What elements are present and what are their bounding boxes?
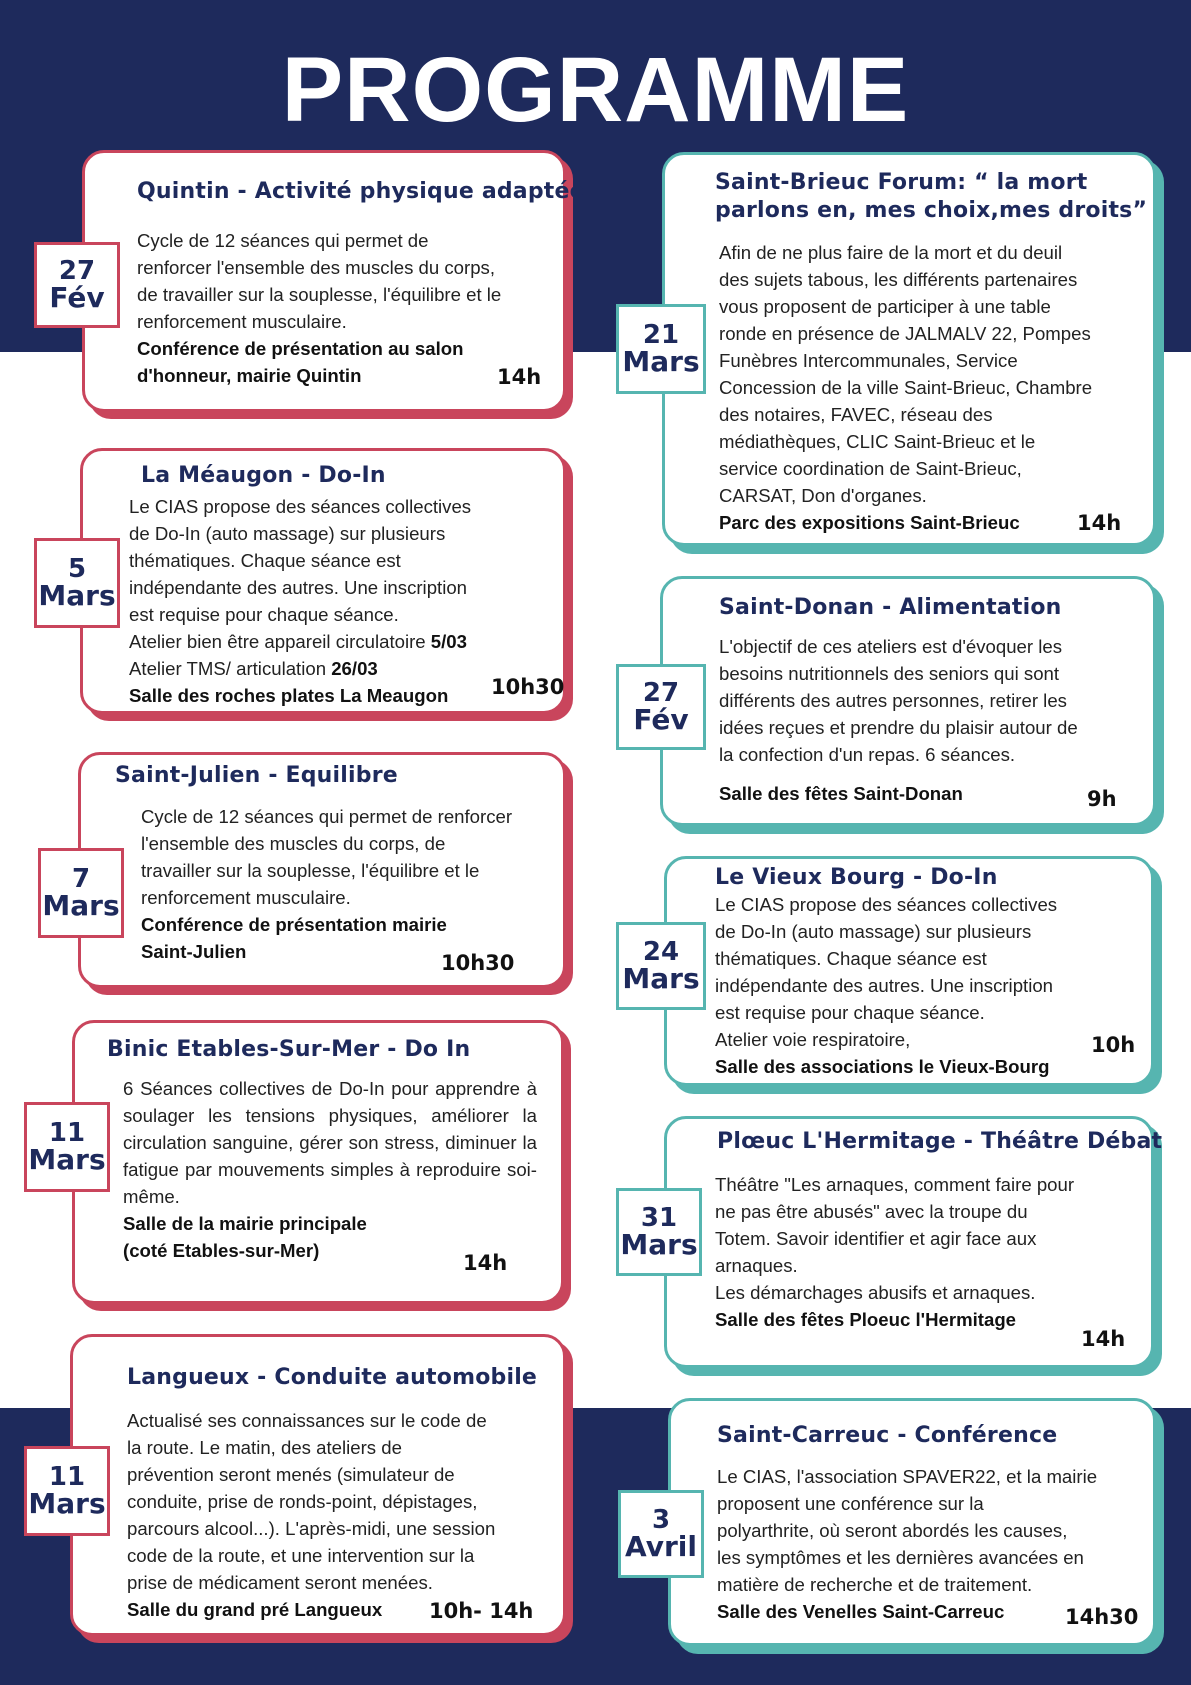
date-month: Mars (42, 889, 120, 922)
page-title: PROGRAMME (281, 39, 910, 141)
event-card-saint-carreuc (668, 1398, 1156, 1646)
event-location: Saint-Julien (141, 941, 247, 962)
event-title: Quintin - Activité physique adaptée (137, 179, 585, 204)
description-line: Actualisé ses connaissances sur le code de (127, 1410, 487, 1431)
description-line: Funèbres Intercommunales, Service (719, 350, 1018, 371)
description-line: thématiques. Chaque séance est (129, 550, 401, 571)
event-location: Salle du grand pré Langueux (127, 1599, 383, 1620)
date-month: Mars (622, 962, 700, 995)
date-day: 31 (640, 1203, 678, 1233)
description-line: polyarthrite, où seront abordés les causes, (717, 1520, 1068, 1541)
event-title: Binic Etables-Sur-Mer - Do In (107, 1037, 471, 1062)
event-location: Salle des roches plates La Meaugon (129, 685, 449, 706)
event-location: Salle des Venelles Saint-Carreuc (717, 1601, 1005, 1622)
description-line: ronde en présence de JALMALV 22, Pompes (719, 323, 1091, 344)
workshop-line (129, 655, 471, 682)
description-line: Atelier voie respiratoire, (715, 1029, 911, 1050)
description-line: est requise pour chaque séance. (129, 604, 399, 625)
event-location: Conférence de présentation au salon (137, 338, 464, 359)
description-line: différents des autres personnes, retirer les (719, 690, 1067, 711)
description-line: travailler sur la souplesse, l'équilibre et le (141, 860, 480, 881)
event-date-badge (616, 304, 706, 394)
title-line: parlons en, mes choix,mes droits” (715, 198, 1148, 223)
date-day: 11 (48, 1118, 86, 1148)
event-title (715, 169, 1147, 225)
description-line: Théâtre "Les arnaques, comment faire pour (715, 1174, 1075, 1195)
event-time: 9h (1087, 787, 1117, 811)
event-time: 14h (463, 1251, 508, 1275)
event-date-badge (616, 922, 706, 1010)
description-line: service coordination de Saint-Brieuc, (719, 458, 1022, 479)
event-title: La Méaugon - Do-In (141, 463, 386, 488)
event-title: Saint-Carreuc - Conférence (717, 1423, 1058, 1448)
event-card-saint-brieuc (662, 152, 1156, 546)
date-day: 27 (642, 678, 680, 708)
description-line: Le CIAS propose des séances collectives (715, 894, 1058, 915)
description-line: les symptômes et les dernières avancées en (717, 1547, 1084, 1568)
event-card-langueux (70, 1334, 566, 1636)
description-line: proposent une conférence sur la (717, 1493, 984, 1514)
description-line: renforcement musculaire. (137, 311, 347, 332)
description-line: Les démarchages abusifs et arnaques. (715, 1282, 1036, 1303)
event-description (123, 1075, 537, 1264)
event-date-badge (38, 848, 124, 938)
event-date-badge (24, 1102, 110, 1192)
title-line: Saint-Brieuc Forum: “ la mort (715, 170, 1088, 195)
date-month: Avril (625, 1530, 697, 1563)
event-location: Salle des associations le Vieux-Bourg (715, 1056, 1050, 1077)
date-month: Mars (622, 345, 700, 378)
date-month: Mars (38, 579, 116, 612)
workshop-text: Atelier bien être appareil circulatoire (129, 631, 426, 652)
description-line: des notaires, FAVEC, réseau des (719, 404, 993, 425)
description-line: Totem. Savoir identifier et agir face aux (715, 1228, 1037, 1249)
description-line: Cycle de 12 séances qui permet de (137, 230, 429, 251)
description-line: besoins nutritionnels des seniors qui sont (719, 663, 1060, 684)
description-line: ne pas être abusés" avec la troupe du (715, 1201, 1028, 1222)
event-time: 14h (497, 365, 542, 389)
event-time: 14h30 (1065, 1605, 1139, 1629)
description-line: Concession de la ville Saint-Brieuc, Chambre (719, 377, 1093, 398)
event-location: Salle des fêtes Saint-Donan (719, 783, 963, 804)
description-line: est requise pour chaque séance. (715, 1002, 985, 1023)
description-line: Le CIAS, l'association SPAVER22, et la mairie (717, 1466, 1098, 1487)
description-line: code de la route, et une intervention sur la (127, 1545, 475, 1566)
event-location: Conférence de présentation mairie (141, 914, 447, 935)
event-card-saint-julien (78, 752, 566, 988)
description-text: 6 Séances collectives de Do-In pour apprendre à soulager les tensions physiques, améliorer la circulation sanguine, gérer son stress, diminuer la fatigue par mouvements simples à reproduire soi-même. (123, 1078, 537, 1207)
event-description (715, 891, 1057, 1080)
event-location: d'honneur, mairie Quintin (137, 365, 362, 386)
description-line: Le CIAS propose des séances collectives (129, 496, 472, 517)
event-description (137, 227, 501, 389)
event-time: 14h (1081, 1327, 1126, 1351)
description-line: thématiques. Chaque séance est (715, 948, 987, 969)
event-date-badge (34, 242, 120, 328)
description-line: matière de recherche et de traitement. (717, 1574, 1033, 1595)
description-line: Cycle de 12 séances qui permet de renforcer (141, 806, 513, 827)
date-day: 27 (58, 256, 96, 286)
event-location: (coté Etables-sur-Mer) (123, 1240, 320, 1261)
description-line: prévention seront menés (simulateur de (127, 1464, 455, 1485)
event-description (717, 1463, 1097, 1625)
event-card-saint-donan (660, 576, 1156, 826)
event-time: 10h30 (441, 951, 515, 975)
event-title: Saint-Julien - Equilibre (115, 763, 398, 788)
event-card-quintin (82, 150, 585, 412)
description-line: médiathèques, CLIC Saint-Brieuc et le (719, 431, 1036, 452)
date-month: Mars (28, 1487, 106, 1520)
description-line: prise de médicament seront menées. (127, 1572, 433, 1593)
event-description (715, 1171, 1074, 1333)
date-day: 11 (48, 1462, 86, 1492)
event-description (719, 239, 1092, 536)
workshop-date: 26/03 (331, 658, 378, 679)
event-title: Langueux - Conduite automobile (127, 1365, 538, 1390)
event-location: Salle des fêtes Ploeuc l'Hermitage (715, 1309, 1017, 1330)
description-line: l'ensemble des muscles du corps, de (141, 833, 446, 854)
date-day: 7 (71, 864, 91, 894)
date-day: 3 (651, 1505, 671, 1535)
description-line: Afin de ne plus faire de la mort et du deuil (719, 242, 1063, 263)
event-time: 10h- 14h (429, 1599, 534, 1623)
description-line: conduite, prise de ronds-point, dépistages, (127, 1491, 478, 1512)
event-date-badge (618, 1490, 704, 1578)
event-date-badge (34, 538, 120, 628)
date-month: Fév (633, 703, 689, 736)
description-line: des sujets tabous, les différents partenaires (719, 269, 1078, 290)
event-description (127, 1407, 495, 1623)
description-line: la confection d'un repas. 6 séances. (719, 744, 1016, 765)
event-location: Salle de la mairie principale (123, 1213, 367, 1234)
description-line: de travailler sur la souplesse, l'équilibre et le (137, 284, 502, 305)
description-line: renforcer l'ensemble des muscles du corps, (137, 257, 496, 278)
date-month: Mars (620, 1228, 698, 1261)
event-description (129, 493, 471, 709)
event-card-la-meaugon (80, 448, 566, 714)
workshop-text: Atelier TMS/ articulation (129, 658, 327, 679)
event-time: 10h (1091, 1033, 1136, 1057)
date-day: 24 (642, 937, 680, 967)
event-title: Le Vieux Bourg - Do-In (715, 865, 998, 890)
event-date-badge (24, 1446, 110, 1536)
description-line: renforcement musculaire. (141, 887, 351, 908)
description-line: CARSAT, Don d'organes. (719, 485, 927, 506)
description-line: la route. Le matin, des ateliers de (127, 1437, 402, 1458)
event-description (719, 633, 1078, 807)
event-card-le-vieux-bourg (664, 856, 1154, 1086)
description-line: idées reçues et prendre du plaisir autour de (719, 717, 1078, 738)
event-time: 10h30 (491, 675, 565, 699)
date-month: Mars (28, 1143, 106, 1176)
date-day: 5 (67, 554, 87, 584)
date-day: 21 (642, 320, 680, 350)
description-line: vous proposent de participer à une table (719, 296, 1051, 317)
description-line: arnaques. (715, 1255, 798, 1276)
event-location: Parc des expositions Saint-Brieuc (719, 512, 1020, 533)
event-description (141, 803, 512, 965)
event-title: Plœuc L'Hermitage - Théâtre Débat (717, 1129, 1163, 1154)
description-line: parcours alcool...). L'après-midi, une session (127, 1518, 496, 1539)
event-time: 14h (1077, 511, 1122, 535)
workshop-line (129, 628, 471, 655)
event-card-ploeuc (664, 1116, 1163, 1368)
description-line: L'objectif de ces ateliers est d'évoquer les (719, 636, 1063, 657)
description-line: de Do-In (auto massage) sur plusieurs (715, 921, 1032, 942)
event-date-badge (616, 664, 706, 750)
description-line: indépendante des autres. Une inscription (715, 975, 1054, 996)
event-date-badge (616, 1188, 702, 1276)
description-line: indépendante des autres. Une inscription (129, 577, 468, 598)
workshop-date: 5/03 (430, 631, 467, 652)
event-title: Saint-Donan - Alimentation (719, 595, 1062, 620)
description-line: de Do-In (auto massage) sur plusieurs (129, 523, 446, 544)
date-month: Fév (49, 281, 105, 314)
event-card-binic (72, 1020, 564, 1304)
